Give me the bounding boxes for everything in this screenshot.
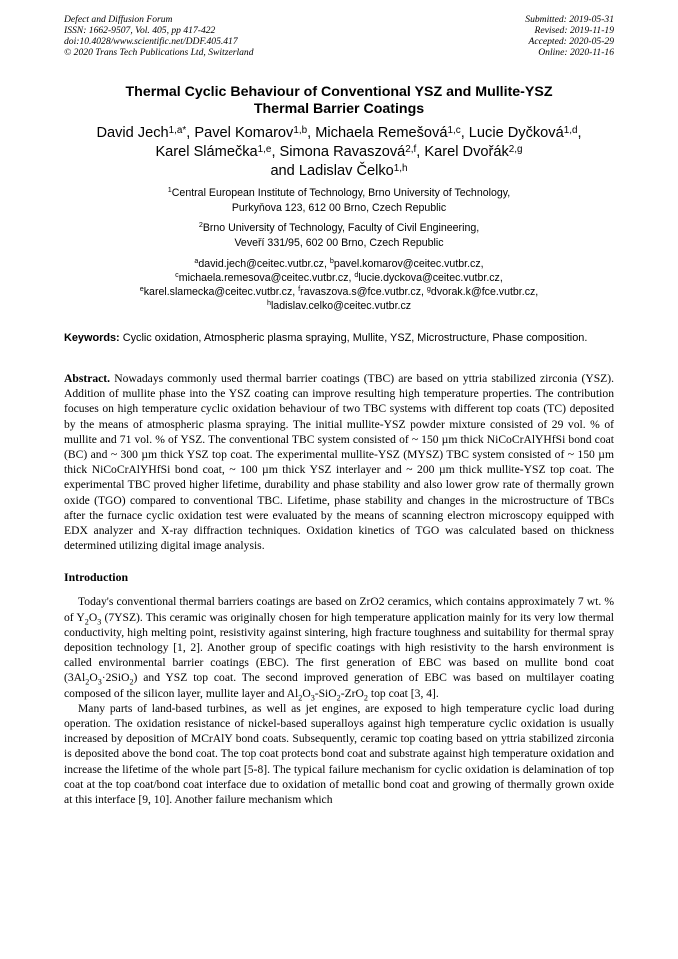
subscript: 3: [97, 677, 102, 687]
author-affiliation-mark: 2,f: [405, 144, 417, 155]
email-mark: b: [329, 256, 334, 265]
affiliation-text: Brno University of Technology, Faculty of Civil Engineering,: [202, 222, 480, 234]
subscript: 2: [84, 616, 89, 626]
paper-page: [64, 14, 614, 807]
author-separator: ,: [460, 125, 469, 141]
email-line-1: [64, 257, 614, 271]
author-list: [64, 124, 614, 181]
abstract-label: Abstract.: [64, 372, 111, 385]
author-separator: ,: [307, 125, 316, 141]
text-run: O: [89, 671, 98, 685]
email-address[interactable]: dvorak.k@fce.vutbr.cz,: [430, 286, 539, 298]
author-name: David Jech: [96, 125, 169, 141]
author-affiliation-mark: 1,b: [293, 125, 308, 136]
email-address[interactable]: lucie.dyckova@ceitec.vutbr.cz,: [358, 272, 503, 284]
intro-paragraph-1: [64, 594, 614, 700]
text-run: ) and YSZ top coat. The second improved generation of EBC was based on multilayer coating composed of the silicon layer, mullite layer and Al: [64, 671, 614, 700]
text-run: O: [302, 686, 311, 700]
author-separator: ,: [577, 125, 582, 141]
text-run: Today's conventional thermal barriers coatings are based on ZrO2 ceramics, which contains approximately 7 wt. % of Y: [64, 595, 614, 624]
author-conjunction: and: [270, 163, 299, 179]
affiliation-line: [64, 221, 614, 236]
keywords: [64, 331, 614, 345]
revised-date: Revised: 2019-11-19: [534, 25, 614, 36]
author-separator: ,: [416, 144, 425, 160]
subscript: 2: [129, 677, 134, 687]
email-address[interactable]: karel.slamecka@ceitec.vutbr.cz,: [143, 286, 299, 298]
author-name: Simona Ravaszová: [279, 144, 406, 160]
email-mark: h: [266, 298, 271, 307]
subscript: 2: [85, 677, 90, 687]
email-mark: c: [175, 270, 179, 279]
subscript: 3: [97, 616, 102, 626]
running-header: [64, 14, 614, 70]
email-line-4: [64, 299, 614, 313]
affiliation-line: [64, 186, 614, 201]
text-run: -SiO: [314, 686, 337, 700]
email-line-3: [64, 285, 614, 299]
author-affiliation-mark: 2,g: [508, 144, 523, 155]
author-affiliation-mark: 1,c: [447, 125, 461, 136]
abstract: [64, 371, 614, 553]
text-run: (7YSZ). This ceramic was originally chosen for high temperature application mainly for its very low thermal conductivity, high melting point, resistivity against sintering, high fracture toughness and suitability for thermal spray deposition technology [1, 2]. Another group of specific coatings with high resistivity to the harsh environment is called environmental barrier coatings (EBC). The first generation of EBC was based on mullite bond coat (3Al: [64, 610, 615, 685]
author-name: Ladislav Čelko: [298, 163, 394, 179]
author-name: Pavel Komarov: [194, 125, 294, 141]
email-address[interactable]: ravaszova.s@fce.vutbr.cz,: [300, 286, 427, 298]
author-line-2: [64, 143, 614, 162]
title-line-2: Thermal Barrier Coatings: [253, 101, 425, 117]
accepted-date: Accepted: 2020-05-29: [528, 36, 614, 47]
email-mark: f: [298, 284, 301, 293]
copyright-line: © 2020 Trans Tech Publications Ltd, Switzerland: [64, 47, 254, 58]
abstract-text: Nowadays commonly used thermal barrier coatings (TBC) are based on yttria stabilized zirconia (YSZ). Addition of mullite phase into the YSZ coating can improve resulting high temperature properties. The contribution focuses on high temperature cyclic oxidation behaviour of two TBC systems with different top coats (TC) deposited by the means of atmospheric plasma spraying. The initial mullite-YSZ powder mixture consisted of 29 vol. % of mullite and 71 vol. % of YSZ. The conventional TBC system consisted of ~ 150 µm thick NiCoCrAlYHfSi bond coat (BC) and ~ 300 µm thick YSZ top coat. The experimental mullite-YSZ (MYSZ) TBC system consisted of ~ 150 µm thick NiCoCrAlYHfSi bond coat, ~ 100 µm thick YSZ interlayer and ~ 200 µm thick mullite-YSZ top coat. The experimental TBC proved higher lifetime, durability and phase stability and also lower grow rate of thermally grown oxide (TGO) compared to conventional TBC. Lifetime, phase stability and changes in the microstructure of TBCs after the furnace cyclic oxidation test were evaluated by the means of scanning electron microscopy equipped with EDX analyzer and X-ray diffraction techniques. Oxidation kinetics of TGO was calculated based on thickness determined utilizing digital image analysis.: [64, 372, 614, 553]
email-address[interactable]: pavel.komarov@ceitec.vutbr.cz,: [333, 258, 484, 270]
author-affiliation-mark: 1,a*: [168, 125, 187, 136]
text-run: top coat [3, 4].: [367, 686, 439, 700]
online-date: Online: 2020-11-16: [538, 47, 614, 58]
intro-paragraph-2: Many parts of land-based turbines, as well as jet engines, are exposed to high temperature cyclic load during operation. The oxidation resistance of nickel-based superalloys against high temperature cyclic oxidation is usually increased by deposition of MCrAlY bond coats. Subsequently, ceramic top coating based on yttria stabilized zirconia is deposited above the bond coat. The top coat protects bond coat and substrate against high temperature oxidation and increase the lifetime of the whole part [5-8]. The typical failure mechanism for cyclic oxidation is delamination of top coat at the top coat/bond coat interface due to oxidation of metallic bond coat and growing of thermally grown oxide at this interface [9, 10]. Another failure mechanism which: [64, 701, 615, 807]
keywords-label: Keywords:: [64, 332, 120, 344]
email-line-2: [64, 271, 614, 285]
dates-info: [525, 14, 614, 58]
email-list: [64, 257, 614, 313]
email-mark: d: [354, 270, 359, 279]
author-name: Karel Slámečka: [155, 144, 258, 160]
doi-line: doi:10.4028/www.scientific.net/DDF.405.417: [64, 36, 238, 47]
email-address[interactable]: david.jech@ceitec.vutbr.cz,: [198, 258, 330, 270]
author-affiliation-mark: 1,d: [563, 125, 578, 136]
affiliation-1: [64, 186, 614, 216]
section-heading: Introduction: [64, 570, 129, 585]
author-line-3: [64, 162, 614, 181]
email-mark: g: [426, 284, 431, 293]
author-affiliation-mark: 1,e: [257, 144, 272, 155]
email-address[interactable]: michaela.remesova@ceitec.vutbr.cz,: [178, 272, 355, 284]
text-run: -ZrO: [340, 686, 364, 700]
issn-line: ISSN: 1662-9507, Vol. 405, pp 417-422: [64, 25, 216, 36]
journal-name: Defect and Diffusion Forum: [64, 14, 173, 25]
subscript: 2: [363, 692, 368, 702]
author-separator: ,: [186, 125, 195, 141]
affiliation-text: Central European Institute of Technology, Brno University of Technology,: [171, 187, 511, 199]
keywords-text: Cyclic oxidation, Atmospheric plasma spraying, Mullite, YSZ, Microstructure, Phase composition.: [119, 332, 588, 344]
subscript: 2: [336, 692, 341, 702]
subscript: 3: [310, 692, 315, 702]
subscript: 2: [298, 692, 303, 702]
email-mark: e: [139, 284, 144, 293]
author-separator: ,: [271, 144, 280, 160]
submitted-date: Submitted: 2019-05-31: [525, 14, 614, 25]
affiliation-address: Veveří 331/95, 602 00 Brno, Czech Republic: [234, 237, 444, 249]
author-affiliation-mark: 1,h: [393, 163, 408, 174]
author-name: Michaela Remešová: [315, 125, 448, 141]
title-line-1: Thermal Cyclic Behaviour of Conventional YSZ and Mullite-YSZ: [125, 84, 553, 100]
email-address[interactable]: ladislav.celko@ceitec.vutbr.cz: [270, 300, 412, 312]
affiliation-mark: 2: [198, 220, 203, 229]
author-name: Karel Dvořák: [424, 144, 509, 160]
affiliation-2: [64, 221, 614, 251]
author-line-1: [64, 124, 614, 143]
affiliation-mark: 1: [167, 185, 172, 194]
text-run: O: [88, 610, 98, 624]
author-name: Lucie Dyčková: [468, 125, 564, 141]
text-run: ·2SiO: [101, 671, 130, 685]
paper-title: [64, 84, 614, 118]
email-mark: a: [194, 256, 199, 265]
journal-info: [64, 14, 254, 58]
affiliation-address: Purkyňova 123, 612 00 Brno, Czech Republic: [231, 202, 447, 214]
